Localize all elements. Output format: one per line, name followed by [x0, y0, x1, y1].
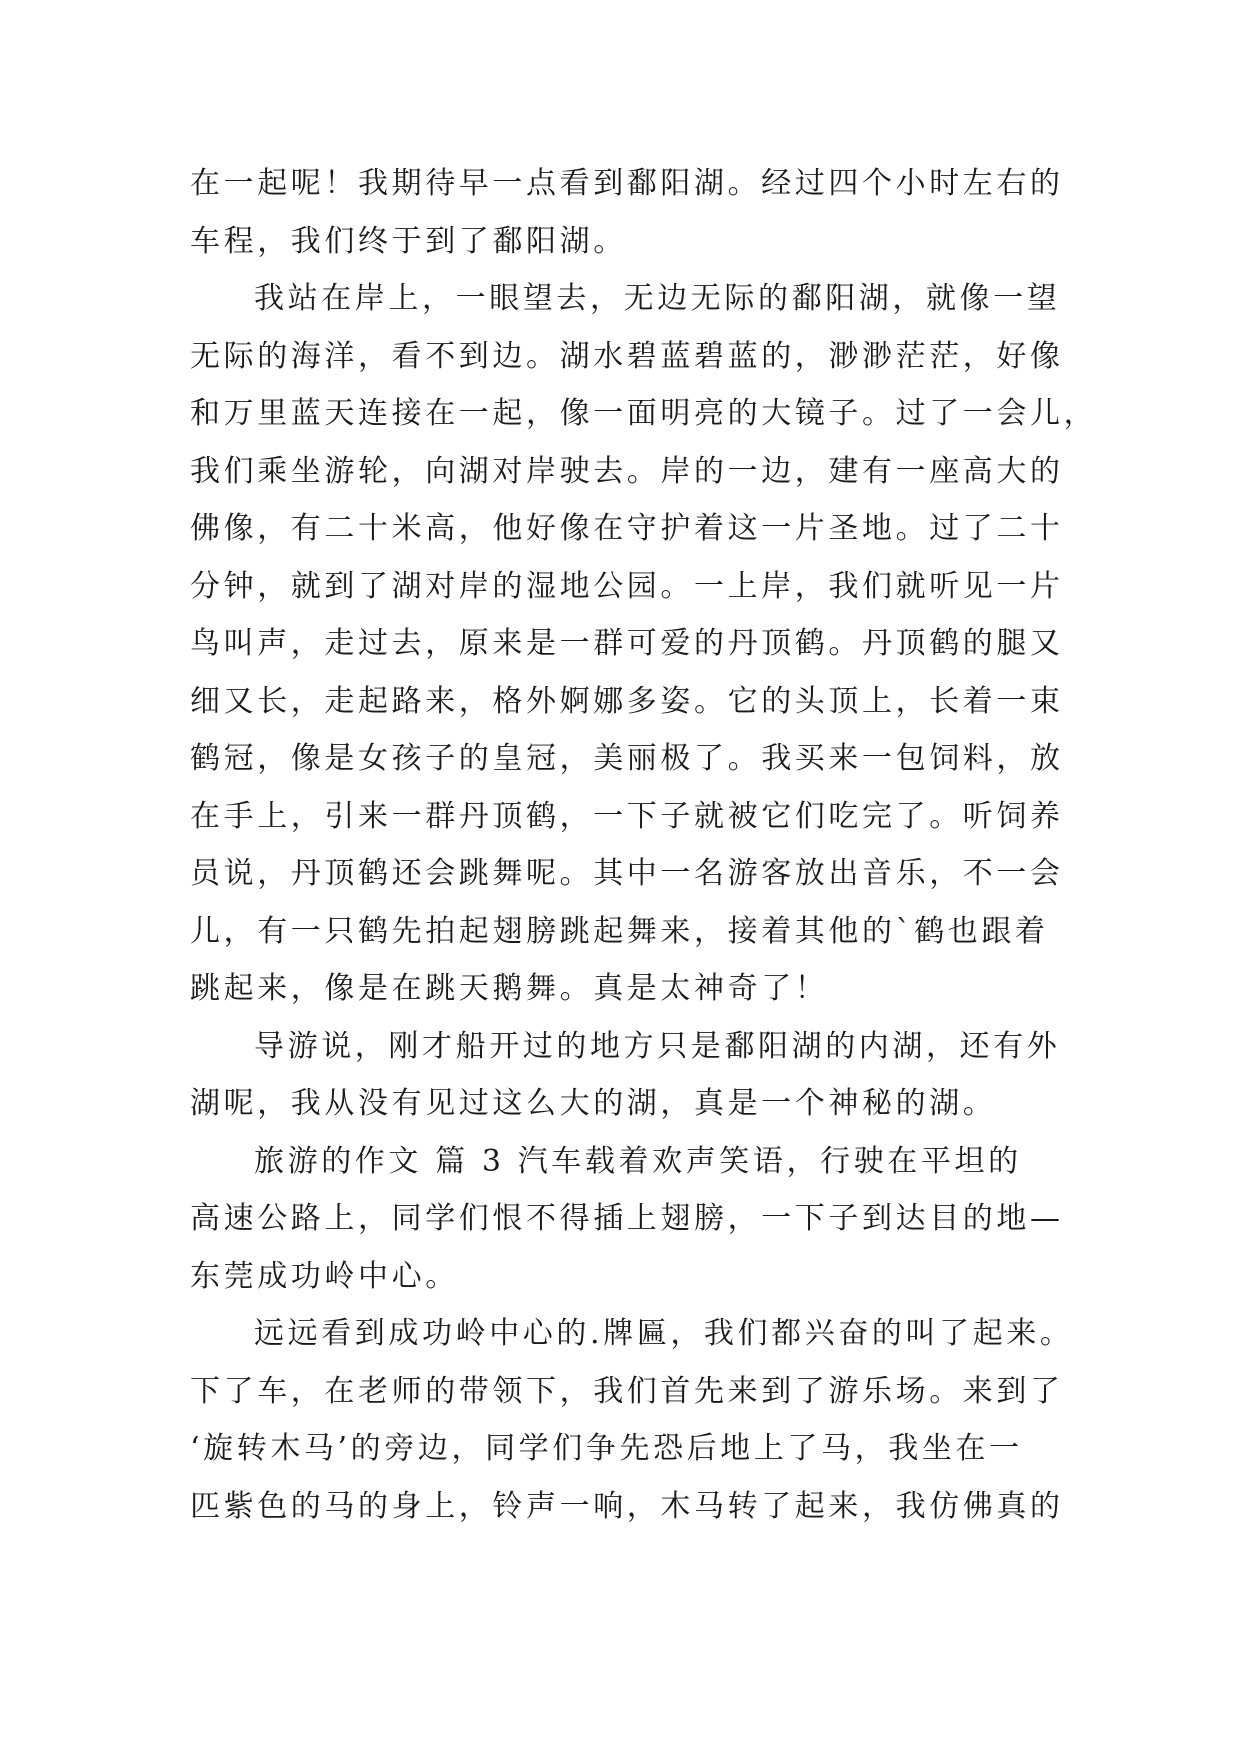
text-line: 东莞成功岭中心。: [190, 1258, 459, 1294]
text-line: 高速公路上，同学们恨不得插上翅膀，一下子到达目的地—: [190, 1201, 1064, 1236]
text-line: 湖呢，我从没有见过这么大的湖，真是一个神秘的湖。: [190, 1086, 997, 1121]
text-line: 在一起呢！我期待早一点看到鄱阳湖。经过四个小时左右的: [190, 166, 1064, 201]
text-line: 儿，有一只鹤先拍起翅膀跳起舞来，接着其他的`鹤也跟着: [190, 913, 1049, 949]
text-line: 导游说，刚才船开过的地方只是鄱阳湖的内湖，还有外: [254, 1028, 1061, 1064]
text-line: 鹤冠，像是女孩子的皇冠，美丽极了。我买来一包饲料，放: [190, 741, 1064, 776]
text-line: ‘旋转木马’的旁边，同学们争先恐后地上了马，我坐在一: [190, 1431, 1023, 1466]
text-line: 和万里蓝天连接在一起，像一面明亮的大镜子。过了一会儿，: [190, 396, 1098, 431]
text-line: 车程，我们终于到了鄱阳湖。: [190, 223, 627, 259]
text-line: 鸟叫声，走过去，原来是一群可爱的丹顶鹤。丹顶鹤的腿又: [190, 626, 1064, 661]
text-line: 远远看到成功岭中心的.牌匾，我们都兴奋的叫了起来。: [254, 1316, 1074, 1351]
text-line: 跳起来，像是在跳天鹅舞。真是太神奇了！: [190, 971, 829, 1006]
text-line: 分钟，就到了湖对岸的湿地公园。一上岸，我们就听见一片: [190, 568, 1064, 604]
text-line: 无际的海洋，看不到边。湖水碧蓝碧蓝的，渺渺茫茫，好像: [190, 338, 1064, 374]
text-line: 旅游的作文 篇 3 汽车载着欢声笑语，行驶在平坦的: [254, 1143, 1022, 1179]
text-line: 我站在岸上，一眼望去，无边无际的鄱阳湖，就像一望: [254, 281, 1061, 316]
text-line: 员说，丹顶鹤还会跳舞呢。其中一名游客放出音乐，不一会: [190, 856, 1064, 891]
text-line: 我们乘坐游轮，向湖对岸驶去。岸的一边，建有一座高大的: [190, 453, 1064, 489]
text-line: 在手上，引来一群丹顶鹤，一下子就被它们吃完了。听饲养: [190, 798, 1064, 834]
text-line: 下了车，在老师的带领下，我们首先来到了游乐场。来到了: [190, 1373, 1064, 1409]
document-body: [190, 155, 1098, 1535]
text-line: 佛像，有二十米高，他好像在守护着这一片圣地。过了二十: [190, 511, 1064, 546]
text-line: 细又长，走起路来，格外婀娜多姿。它的头顶上，长着一束: [190, 683, 1064, 719]
text-line: 匹紫色的马的身上，铃声一响，木马转了起来，我仿佛真的: [190, 1488, 1064, 1524]
